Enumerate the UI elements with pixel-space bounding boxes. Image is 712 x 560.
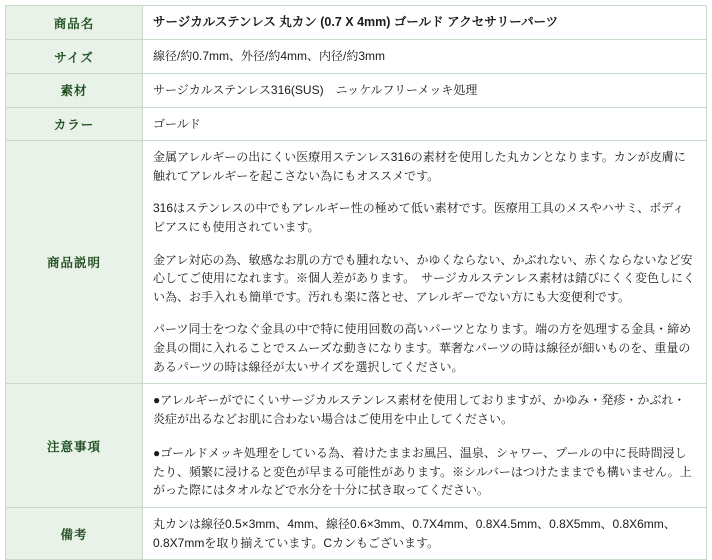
- row-label-product-name: 商品名: [6, 6, 143, 40]
- table-row-product-name: [6, 6, 707, 40]
- row-label-size: サイズ: [6, 40, 143, 74]
- row-label-remarks: 備考: [6, 508, 143, 560]
- table-row-remarks: [6, 508, 707, 560]
- row-value-notes: [143, 384, 707, 508]
- row-value-color: ゴールド: [143, 107, 707, 141]
- row-label-notes: 注意事項: [6, 384, 143, 508]
- row-value-remarks: [143, 508, 707, 560]
- table-row-color: [6, 107, 707, 141]
- row-label-color: カラー: [6, 107, 143, 141]
- table-row-material: [6, 73, 707, 107]
- description-paragraph: パーツ同士をつなぐ金具の中で特に使用回数の高いパーツとなります。端の方を処理する金具・締め金具の間に入れることでスムーズな動きになります。華奢なパーツの時は線径が細いものを、重量のあるパーツの時は線径が太いサイズを選択してください。: [153, 322, 692, 374]
- note-paragraph: ●アレルギーがでにくいサージカルステンレス素材を使用しておりますが、かゆみ・発疹・かぶれ・炎症が出るなどお肌に合わない場合はご使用を中止してください。: [153, 393, 686, 426]
- table-row-description: [6, 141, 707, 384]
- table-row-notes: [6, 384, 707, 508]
- description-paragraph: 316はステンレスの中でもアレルギー性の極めて低い素材です。医療用工具のメスやハサミ、ボディピアスにも使用されています。: [153, 201, 685, 234]
- row-value-material: サージカルステンレス316(SUS) ニッケルフリーメッキ処理: [143, 73, 707, 107]
- product-spec-table: [5, 5, 707, 560]
- remarks-paragraph: 丸カンは線径0.5×3mm、4mm、線径0.6×3mm、0.7X4mm、0.8X4.5mm、0.8X5mm、0.8X6mm、0.8X7mmを取り揃えています。Cカンもございます。: [153, 517, 676, 550]
- row-label-material: 素材: [6, 73, 143, 107]
- row-label-description: 商品説明: [6, 141, 143, 384]
- row-value-product-name: サージカルステンレス 丸カン (0.7 X 4mm) ゴールド アクセサリーパーツ: [143, 6, 707, 40]
- description-paragraph: 金属アレルギーの出にくい医療用ステンレス316の素材を使用した丸カンとなります。カンが皮膚に触れてアレルギーを起こさない為にもオススメです。: [153, 150, 686, 183]
- note-paragraph: ●ゴールドメッキ処理をしている為、着けたままお風呂、温泉、シャワー、プールの中に長時間浸したり、頻繁に浸けると変色が早まる可能性があります。※シルバーはつけたままでも構いません。上がった際にはタオルなどで水分を十分に拭き取ってください。: [153, 446, 692, 498]
- row-value-size: 線径/約0.7mm、外径/約4mm、内径/約3mm: [143, 40, 707, 74]
- table-row-size: [6, 40, 707, 74]
- description-paragraph: 金アレ対応の為、敏感なお肌の方でも腫れない、かゆくならない、かぶれない、赤くならないなど安心してご使用になれます。※個人差があります。 サージカルステンレス素材は錆びにくく変色しにくい為、お手入れも簡単です。汚れも楽に落とせ、アレルギーでない方にも大変便利です。: [153, 252, 695, 304]
- row-value-description: [143, 141, 707, 384]
- spec-table-body: [6, 6, 707, 560]
